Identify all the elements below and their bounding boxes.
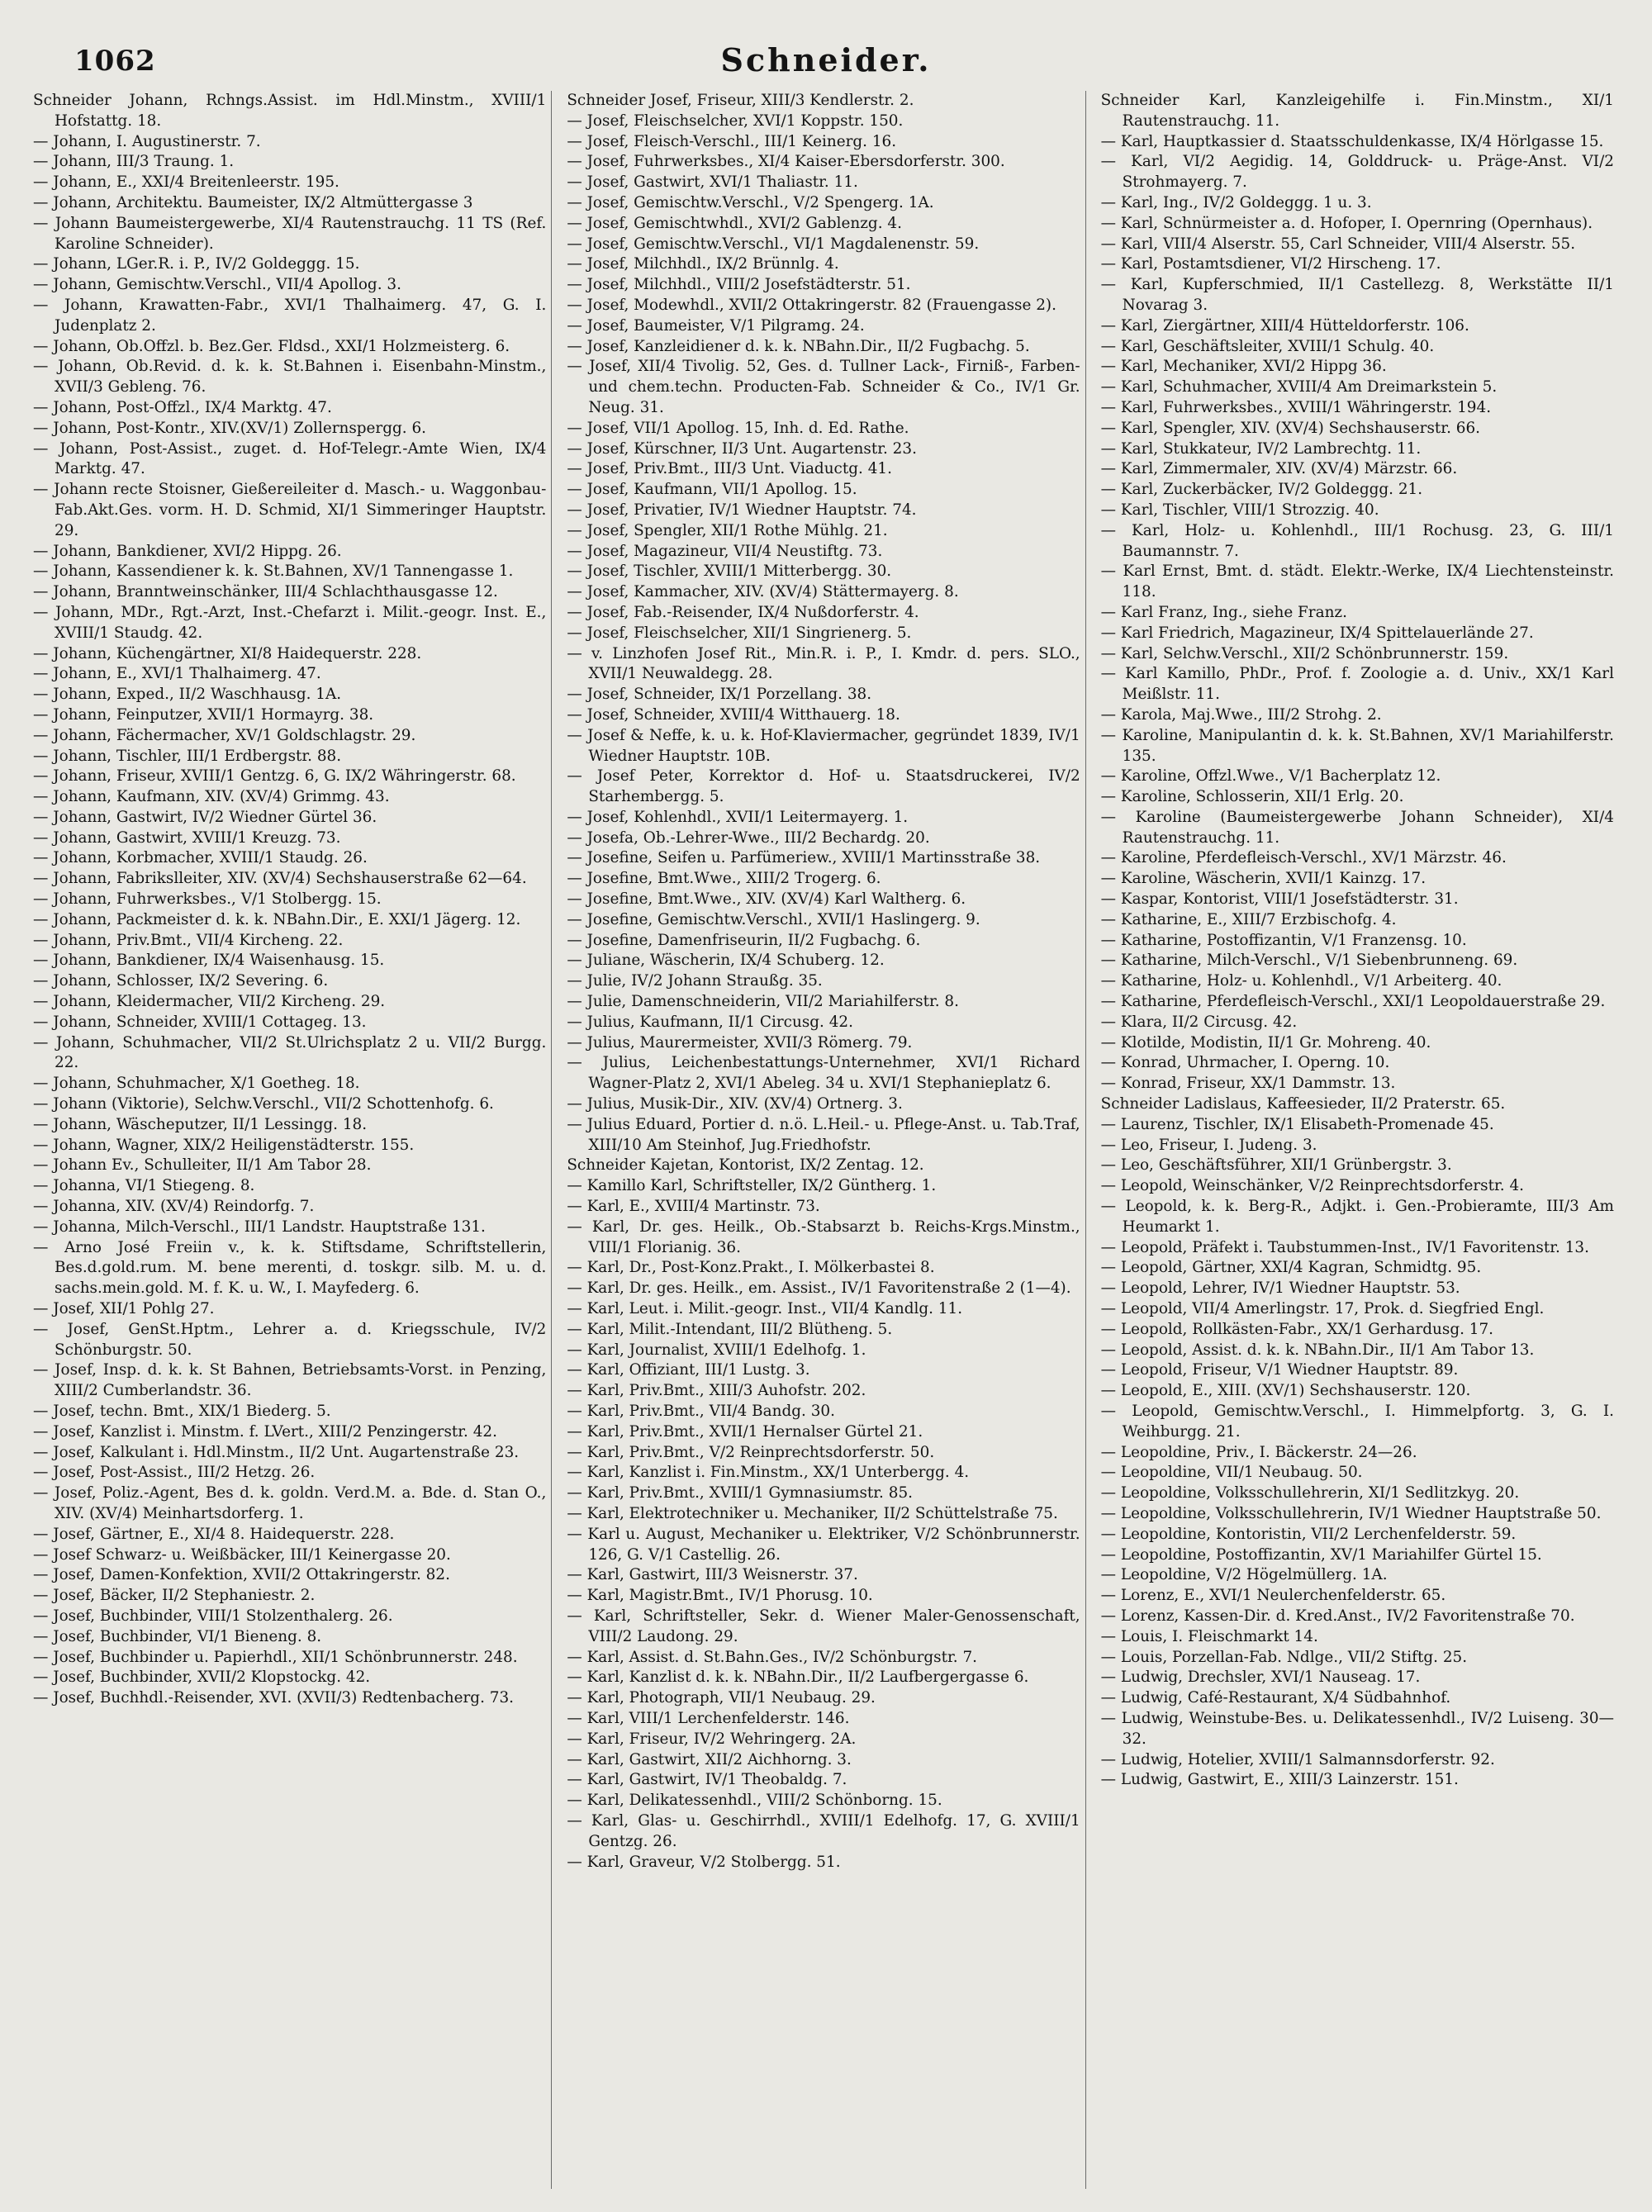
- directory-entry: — Karl, Tischler, VIII/1 Strozzig. 40.: [1100, 501, 1379, 519]
- directory-entry: — Josef, Fleisch-Verschl., III/1 Keinerg. 16.: [567, 132, 897, 150]
- directory-entry: — Johann, Gemischtw.Verschl., VII/4 Apollog. 3.: [33, 276, 401, 294]
- directory-entry: — Karl, Schuhmacher, XVIII/4 Am Dreimarkstein 5.: [1100, 378, 1498, 396]
- directory-entry: — Karl, Postamtsdiener, VI/2 Hirscheng. 17.: [1100, 255, 1441, 273]
- directory-entry: — Johann, MDr., Rgt.-Arzt, Inst.-Chefarzt i. Milit.-geogr. Inst. E., XVIII/1 Staudg. 42.: [33, 603, 547, 642]
- directory-entry: — Johann, Feinputzer, XVII/1 Hormayrg. 38.: [33, 705, 374, 724]
- directory-entry: — Josefine, Gemischtw.Verschl., XVII/1 Haslingerg. 9.: [567, 910, 980, 928]
- directory-entry: — Johann, Schlosser, IX/2 Severing. 6.: [33, 972, 329, 990]
- directory-entry: — Johann, Schuhmacher, X/1 Goetheg. 18.: [33, 1075, 360, 1093]
- directory-entry: — Johann, Wäscheputzer, II/1 Lessingg. 18.: [33, 1115, 368, 1133]
- directory-entry: — Karl, Gastwirt, XII/2 Aichhorng. 3.: [567, 1750, 852, 1768]
- directory-entry: — Leopold, Assist. d. k. k. NBahn.Dir., II/1 Am Tabor 13.: [1100, 1341, 1535, 1359]
- directory-entry: — Kamillo Karl, Schriftsteller, IX/2 Güntherg. 1.: [567, 1177, 937, 1195]
- directory-entry: — Julie, IV/2 Johann Straußg. 35.: [567, 972, 823, 990]
- directory-entry: — Karl, VIII/4 Alserstr. 55, Carl Schneider, VIII/4 Alserstr. 55.: [1100, 235, 1576, 253]
- directory-entry: — Karl, VI/2 Aegidig. 14, Golddruck- u. Präge-Anst. VI/2 Strohmayerg. 7.: [1100, 153, 1614, 192]
- directory-entry: — Karl Friedrich, Magazineur, IX/4 Spittelauerlände 27.: [1100, 624, 1534, 642]
- directory-entry: — Karl, Journalist, XVIII/1 Edelhofg. 1.: [567, 1341, 866, 1359]
- directory-entry: — Johann, Post-Assist., zuget. d. Hof-Telegr.-Amte Wien, IX/4 Marktg. 47.: [33, 439, 547, 478]
- directory-entry: — Karl, Fuhrwerksbes., XVIII/1 Währingerstr. 194.: [1100, 398, 1492, 416]
- directory-entry: — Josefine, Seifen u. Parfümeriew., XVIII/1 Martinsstraße 38.: [567, 849, 1041, 867]
- directory-entry: — Konrad, Uhrmacher, I. Operng. 10.: [1100, 1054, 1390, 1072]
- directory-entry: — Josef, Gemischtwhdl., XVI/2 Gablenzg. 4.: [567, 214, 902, 232]
- column-right: [1101, 91, 1619, 2189]
- directory-entry: — Ludwig, Hotelier, XVIII/1 Salmannsdorferstr. 92.: [1100, 1750, 1495, 1768]
- directory-entry: — Josefa, Ob.-Lehrer-Wwe., III/2 Bechardg. 20.: [567, 828, 930, 847]
- directory-entry: — Leopold, Gemischtw.Verschl., I. Himmelpfortg. 3, G. I. Weihburgg. 21.: [1100, 1403, 1614, 1441]
- directory-entry: — Leopoldine, Postoffizantin, XV/1 Mariahilfer Gürtel 15.: [1100, 1545, 1542, 1564]
- directory-entry: — Karl, Graveur, V/2 Stolbergg. 51.: [567, 1853, 841, 1871]
- directory-entry: — Karl, Schriftsteller, Sekr. d. Wiener Maler-Genossenschaft, VIII/2 Laudong. 29.: [567, 1607, 1080, 1645]
- directory-entry: — Josef & Neffe, k. u. k. Hof-Klaviermacher, gegründet 1839, IV/1 Wiedner Hauptstr. 10B.: [567, 726, 1080, 765]
- directory-entry: — Johann, Ob.Revid. d. k. k. St.Bahnen i. Eisenbahn-Minstm., XVII/3 Gebleng. 76.: [33, 358, 547, 396]
- directory-entry: — Josef, Gemischtw.Verschl., V/2 Spengerg. 1A.: [567, 193, 934, 211]
- directory-entry: — Karl, Dr., Post-Konz.Prakt., I. Mölkerbastei 8.: [567, 1259, 935, 1277]
- directory-entry: — Johann, Gastwirt, IV/2 Wiedner Gürtel 36.: [33, 808, 377, 826]
- directory-entry: — Juliane, Wäscherin, IX/4 Schuberg. 12.: [567, 952, 885, 970]
- column-left: [33, 91, 552, 2189]
- directory-entry: — Johanna, VI/1 Stiegeng. 8.: [33, 1177, 255, 1195]
- directory-entry: — Josef, Magazineur, VII/4 Neustiftg. 73.: [567, 542, 883, 560]
- directory-entry: — Karoline (Baumeistergewerbe Johann Schneider), XI/4 Rautenstrauchg. 11.: [1100, 808, 1614, 847]
- directory-entry: Schneider Josef, Friseur, XIII/3 Kendlerstr. 2.: [567, 92, 914, 109]
- directory-entry: — Josef, Poliz.-Agent, Bes d. k. goldn. Verd.M. a. Bde. d. Stan O., XIV. (XV/4) Meinhartsdorferg. 1.: [33, 1484, 547, 1522]
- directory-entry: — Karola, Maj.Wwe., III/2 Strohg. 2.: [1100, 705, 1382, 724]
- directory-entry: — Karl, Delikatessenhdl., VIII/2 Schönborng. 15.: [567, 1792, 942, 1810]
- directory-entry: — Ludwig, Weinstube-Bes. u. Delikatessenhdl., IV/2 Luiseng. 30—32.: [1100, 1709, 1614, 1748]
- directory-entry: — Josef, Privatier, IV/1 Wiedner Hauptstr. 74.: [567, 501, 917, 519]
- directory-entry: — Josef, Fuhrwerksbes., XI/4 Kaiser-Ebersdorferstr. 300.: [567, 153, 1005, 171]
- directory-entry: — Louis, I. Fleischmarkt 14.: [1100, 1627, 1318, 1645]
- directory-entry: — Leopold, Präfekt i. Taubstummen-Inst., IV/1 Favoritenstr. 13.: [1100, 1238, 1589, 1256]
- directory-entry: — Johann, Kassendiener k. k. St.Bahnen, XV/1 Tannengasse 1.: [33, 562, 514, 581]
- directory-entry: Schneider Karl, Kanzleigehilfe i. Fin.Minstm., XI/1 Rautenstrauchg. 11.: [1100, 92, 1614, 130]
- directory-entry: — Karl, Priv.Bmt., XIII/3 Auhofstr. 202.: [567, 1382, 866, 1400]
- directory-entry: Schneider Kajetan, Kontorist, IX/2 Zentag. 12.: [567, 1156, 924, 1175]
- directory-entry: — Johann, Ob.Offzl. b. Bez.Ger. Fldsd., XXI/1 Holzmeisterg. 6.: [33, 337, 510, 355]
- directory-entry: — Leopoldine, VII/1 Neubaug. 50.: [1100, 1464, 1363, 1482]
- directory-entry: — Josef, Insp. d. k. k. St Bahnen, Betriebsamts-Vorst. in Penzing, XIII/2 Cumberlandstr. 36.: [33, 1361, 547, 1400]
- directory-entry: — Karl, Priv.Bmt., VII/4 Bandg. 30.: [567, 1403, 835, 1420]
- directory-entry: — Leo, Friseur, I. Judeng. 3.: [1100, 1136, 1317, 1154]
- page-number: 1062: [74, 45, 156, 78]
- directory-entry: — v. Linzhofen Josef Rit., Min.R. i. P., I. Kmdr. d. pers. SLO., XVII/1 Neuwaldegg. 28.: [567, 644, 1080, 683]
- directory-entry: — Karl, Assist. d. St.Bahn.Ges., IV/2 Schönburgstr. 7.: [567, 1648, 978, 1666]
- directory-entry: — Josef, Fleischselcher, XVI/1 Koppstr. 150.: [567, 112, 904, 130]
- directory-entry: — Leopold, Lehrer, IV/1 Wiedner Hauptstr. 53.: [1100, 1279, 1460, 1298]
- directory-entry: — Katharine, Holz- u. Kohlenhdl., V/1 Arbeiterg. 40.: [1100, 972, 1502, 990]
- directory-entry: — Johann, III/3 Traung. 1.: [33, 153, 235, 171]
- directory-entry: — Johann, Kaufmann, XIV. (XV/4) Grimmg. 43.: [33, 788, 390, 806]
- directory-entry: — Julius, Leichenbestattungs-Unternehmer, XVI/1 Richard Wagner-Platz 2, XVI/1 Abeleg. 34 u. XVI/1 Stephanieplatz 6.: [567, 1054, 1080, 1093]
- directory-entry: — Johanna, XIV. (XV/4) Reindorfg. 7.: [33, 1198, 315, 1216]
- directory-entry: — Julius, Maurermeister, XVII/3 Römerg. 79.: [567, 1033, 913, 1051]
- directory-entry: — Johann, Schneider, XVIII/1 Cottageg. 13.: [33, 1013, 367, 1031]
- directory-entry: — Karl, Selchw.Verschl., XII/2 Schönbrunnerstr. 159.: [1100, 644, 1509, 662]
- directory-entry: — Josef, Buchbinder, VIII/1 Stolzenthalerg. 26.: [33, 1607, 393, 1625]
- directory-entry: — Josef, Buchbinder, VI/1 Bieneng. 8.: [33, 1627, 322, 1645]
- page-header: [33, 40, 1619, 91]
- directory-entry: — Konrad, Friseur, XX/1 Dammstr. 13.: [1100, 1075, 1396, 1093]
- directory-entry: — Josef, Tischler, XVIII/1 Mitterbergg. 30.: [567, 562, 892, 581]
- directory-entry: — Josef, Kammacher, XIV. (XV/4) Stättermayerg. 8.: [567, 583, 959, 601]
- directory-entry: — Johann, Branntweinschänker, III/4 Schlachthausgasse 12.: [33, 583, 498, 601]
- directory-entry: — Karl, Gastwirt, IV/1 Theobaldg. 7.: [567, 1771, 847, 1789]
- directory-entry: — Karl, Zuckerbäcker, IV/2 Goldeggg. 21.: [1100, 481, 1423, 499]
- directory-entry: — Leopold, VII/4 Amerlingstr. 17, Prok. d. Siegfried Engl.: [1100, 1300, 1545, 1318]
- directory-entry: — Karl, Dr. ges. Heilk., em. Assist., IV/1 Favoritenstraße 2 (1—4).: [567, 1279, 1071, 1298]
- directory-entry: — Louis, Porzellan-Fab. Ndlge., VII/2 Stiftg. 25.: [1100, 1648, 1468, 1666]
- columns-container: [33, 91, 1619, 2189]
- directory-entry: — Johann, Post-Offzl., IX/4 Marktg. 47.: [33, 398, 332, 416]
- directory-entry: — Karl, Priv.Bmt., XVIII/1 Gymnasiumstr. 85.: [567, 1484, 913, 1502]
- directory-entry: — Lorenz, E., XVI/1 Neulerchenfelderstr. 65.: [1100, 1587, 1446, 1605]
- directory-entry: — Klara, II/2 Circusg. 42.: [1100, 1013, 1298, 1031]
- directory-entry: — Johann, Tischler, III/1 Erdbergstr. 88.: [33, 747, 342, 765]
- directory-entry: — Leo, Geschäftsführer, XII/1 Grünbergstr. 3.: [1100, 1156, 1452, 1175]
- directory-entry: — Klotilde, Modistin, II/1 Gr. Mohreng. 40.: [1100, 1033, 1431, 1051]
- directory-entry: — Johann, Fächermacher, XV/1 Goldschlagstr. 29.: [33, 726, 416, 744]
- directory-entry: — Karl, Stukkateur, IV/2 Lambrechtg. 11.: [1100, 439, 1422, 458]
- directory-entry: — Julie, Damenschneiderin, VII/2 Mariahilferstr. 8.: [567, 993, 959, 1011]
- directory-entry: — Karl, Ing., IV/2 Goldeggg. 1 u. 3.: [1100, 193, 1372, 211]
- directory-entry: — Karl, Schnürmeister a. d. Hofoper, I. Opernring (Opernhaus).: [1100, 214, 1593, 232]
- directory-entry: — Josef, Damen-Konfektion, XVII/2 Ottakringerstr. 82.: [33, 1566, 450, 1584]
- directory-entry: — Karl, Priv.Bmt., V/2 Reinprechtsdorferstr. 50.: [567, 1443, 935, 1461]
- directory-entry: — Johann, Architektu. Baumeister, IX/2 Altmüttergasse 3: [33, 193, 473, 211]
- directory-entry: — Karoline, Schlosserin, XII/1 Erlg. 20.: [1100, 788, 1404, 806]
- directory-entry: — Johann, Fabrikslleiter, XIV. (XV/4) Sechshauserstraße 62—64.: [33, 870, 527, 888]
- directory-entry: — Karl, Geschäftsleiter, XVIII/1 Schulg. 40.: [1100, 337, 1435, 355]
- directory-entry: — Josef, GenSt.Hptm., Lehrer a. d. Kriegsschule, IV/2 Schönburgstr. 50.: [33, 1320, 547, 1359]
- directory-entry: — Johann, Kleidermacher, VII/2 Kircheng. 29.: [33, 993, 386, 1011]
- directory-entry: — Josefine, Bmt.Wwe., XIII/2 Trogerg. 6.: [567, 870, 881, 888]
- directory-entry: — Josef, Gärtner, E., XI/4 8. Haidequerstr. 228.: [33, 1525, 395, 1543]
- directory-entry: — Karoline, Offzl.Wwe., V/1 Bacherplatz 12.: [1100, 767, 1441, 786]
- directory-entry: — Ludwig, Drechsler, XVI/1 Nauseag. 17.: [1100, 1668, 1421, 1687]
- directory-entry: — Johann, I. Augustinerstr. 7.: [33, 132, 261, 150]
- directory-entry: — Josef, Buchbinder, XVII/2 Klopstockg. 42.: [33, 1668, 371, 1687]
- directory-entry: — Johann (Viktorie), Selchw.Verschl., VII/2 Schottenhofg. 6.: [33, 1095, 494, 1113]
- directory-entry: — Katharine, Postoffizantin, V/1 Franzensg. 10.: [1100, 931, 1467, 949]
- directory-entry: — Leopoldine, Volksschullehrerin, IV/1 Wiedner Hauptstraße 50.: [1100, 1504, 1602, 1522]
- directory-entry: — Johann, Priv.Bmt., VII/4 Kircheng. 22.: [33, 931, 344, 949]
- directory-entry: — Josef, Baumeister, V/1 Pilgramg. 24.: [567, 316, 865, 335]
- directory-entry: — Johann, Wagner, XIX/2 Heiligenstädterstr. 155.: [33, 1136, 415, 1154]
- directory-entry: — Josef, XII/1 Pohlg 27.: [33, 1300, 215, 1318]
- directory-entry: — Leopold, Gärtner, XXI/4 Kagran, Schmidtg. 95.: [1100, 1259, 1482, 1277]
- directory-entry: — Leopoldine, Priv., I. Bäckerstr. 24—26.: [1100, 1443, 1417, 1461]
- directory-entry: — Josef, Gemischtw.Verschl., VI/1 Magdalenenstr. 59.: [567, 235, 980, 253]
- directory-entry: — Josef, Bäcker, II/2 Stephaniestr. 2.: [33, 1587, 316, 1605]
- directory-entry: — Josef, techn. Bmt., XIX/1 Biederg. 5.: [33, 1403, 331, 1420]
- directory-entry: — Karl, Mechaniker, XVI/2 Hippg 36.: [1100, 358, 1387, 376]
- directory-entry: — Josef, Fab.-Reisender, IX/4 Nußdorferstr. 4.: [567, 603, 919, 621]
- directory-entry: — Karl, Milit.-Intendant, III/2 Blütheng. 5.: [567, 1320, 893, 1338]
- directory-entry: — Johanna, Milch-Verschl., III/1 Landstr. Hauptstraße 131.: [33, 1218, 486, 1236]
- directory-entry: — Karl, Kupferschmied, II/1 Castellezg. 8, Werkstätte II/1 Novarag 3.: [1100, 276, 1614, 314]
- directory-entry: — Karl, Kanzlist d. k. k. NBahn.Dir., II/2 Laufbergergasse 6.: [567, 1668, 1029, 1687]
- directory-entry: — Karl Franz, Ing., siehe Franz.: [1100, 603, 1347, 621]
- directory-entry: — Julius, Kaufmann, II/1 Circusg. 42.: [567, 1013, 853, 1031]
- directory-entry: — Karl, Kanzlist i. Fin.Minstm., XX/1 Unterbergg. 4.: [567, 1464, 970, 1482]
- directory-entry: — Johann Baumeistergewerbe, XI/4 Rautenstrauchg. 11 TS (Ref. Karoline Schneider).: [33, 214, 547, 253]
- directory-entry: — Johann, Fuhrwerksbes., V/1 Stolbergg. 15.: [33, 890, 382, 909]
- directory-entry: — Karl, Spengler, XIV. (XV/4) Sechshauserstr. 66.: [1100, 419, 1481, 437]
- directory-entry: — Johann, Friseur, XVIII/1 Gentzg. 6, G. IX/2 Währingerstr. 68.: [33, 767, 516, 786]
- directory-entry: Schneider Ladislaus, Kaffeesieder, II/2 Praterstr. 65.: [1100, 1095, 1506, 1113]
- directory-entry: — Johann, E., XVI/1 Thalhaimerg. 47.: [33, 665, 321, 683]
- running-head: Schneider.: [720, 41, 932, 78]
- directory-entry: — Johann, Bankdiener, IX/4 Waisenhausg. 15.: [33, 952, 385, 970]
- directory-entry: — Karl, Priv.Bmt., XVII/1 Hernalser Gürtel 21.: [567, 1422, 923, 1441]
- directory-entry: — Karoline, Manipulantin d. k. k. St.Bahnen, XV/1 Mariahilferstr. 135.: [1100, 726, 1614, 765]
- directory-entry: — Karl, VIII/1 Lerchenfelderstr. 146.: [567, 1709, 850, 1727]
- directory-entry: — Josef, Gastwirt, XVI/1 Thaliastr. 11.: [567, 173, 858, 192]
- directory-entry: — Johann, Krawatten-Fabr., XVI/1 Thalhaimerg. 47, G. I. Judenplatz 2.: [33, 296, 547, 335]
- directory-entry: — Josefine, Bmt.Wwe., XIV. (XV/4) Karl Waltherg. 6.: [567, 890, 966, 909]
- directory-entry: — Julius Eduard, Portier d. n.ö. L.Heil.- u. Pflege-Anst. u. Tab.Traf, XIII/10 Am Steinhof, Jug.Friedhofstr.: [567, 1115, 1080, 1154]
- directory-entry: — Josef, Kanzleidiener d. k. k. NBahn.Dir., II/2 Fugbachg. 5.: [567, 337, 1030, 355]
- directory-entry: — Johann, Bankdiener, XVI/2 Hippg. 26.: [33, 542, 342, 560]
- directory-entry: — Arno José Freiin v., k. k. Stiftsdame, Schriftstellerin, Bes.d.gold.rum. M. bene merenti, d. toskgr. silb. M. u. d. sachs.mein.gold. M. f. K. u. W., I. Mayfederg. 6.: [33, 1238, 547, 1298]
- directory-entry: — Laurenz, Tischler, IX/1 Elisabeth-Promenade 45.: [1100, 1115, 1494, 1133]
- directory-entry: — Karl Ernst, Bmt. d. städt. Elektr.-Werke, IX/4 Liechtensteinstr. 118.: [1100, 562, 1614, 601]
- directory-entry: — Karl, Offiziant, III/1 Lustg. 3.: [567, 1361, 810, 1379]
- directory-entry: — Josef, Kalkulant i. Hdl.Minstm., II/2 Unt. Augartenstraße 23.: [33, 1443, 520, 1461]
- directory-entry: — Josef, Kohlenhdl., XVII/1 Leitermayerg. 1.: [567, 808, 909, 826]
- directory-entry: — Karl, Elektrotechniker u. Mechaniker, II/2 Schüttelstraße 75.: [567, 1504, 1058, 1522]
- directory-entry: — Ludwig, Gastwirt, E., XIII/3 Lainzerstr. 151.: [1100, 1771, 1459, 1789]
- directory-entry: — Josef, Milchhdl., VIII/2 Josefstädterstr. 51.: [567, 276, 911, 294]
- directory-entry: — Katharine, E., XIII/7 Erzbischofg. 4.: [1100, 910, 1397, 928]
- directory-entry: — Josef, Spengler, XII/1 Rothe Mühlg. 21.: [567, 521, 888, 539]
- directory-entry: — Johann, Gastwirt, XVIII/1 Kreuzg. 73.: [33, 828, 341, 847]
- directory-entry: — Josef, Post-Assist., III/2 Hetzg. 26.: [33, 1464, 316, 1482]
- directory-entry: — Josef, Kürschner, II/3 Unt. Augartenstr. 23.: [567, 439, 917, 458]
- directory-entry: — Leopold, Weinschänker, V/2 Reinprechtsdorferstr. 4.: [1100, 1177, 1524, 1195]
- directory-entry: — Leopold, Friseur, V/1 Wiedner Hauptstr. 89.: [1100, 1361, 1459, 1379]
- directory-entry: — Kaspar, Kontorist, VIII/1 Josefstädterstr. 31.: [1100, 890, 1459, 909]
- directory-entry: — Josef, Schneider, IX/1 Porzellang. 38.: [567, 686, 872, 704]
- directory-entry: — Karl, Hauptkassier d. Staatsschuldenkasse, IX/4 Hörlgasse 15.: [1100, 132, 1604, 150]
- directory-entry: — Karl, Ziergärtner, XIII/4 Hütteldorferstr. 106.: [1100, 316, 1469, 335]
- directory-entry: — Karl, Gastwirt, III/3 Weisnerstr. 37.: [567, 1566, 858, 1584]
- directory-entry: — Katharine, Pferdefleisch-Verschl., XXI/1 Leopoldauerstraße 29.: [1100, 993, 1606, 1011]
- directory-entry: — Karl, Friseur, IV/2 Wehringerg. 2A.: [567, 1730, 857, 1748]
- directory-entry: — Johann, Schuhmacher, VII/2 St.Ulrichsplatz 2 u. VII/2 Burgg. 22.: [33, 1033, 547, 1072]
- directory-entry: — Josef, Kanzlist i. Minstm. f. LVert., XIII/2 Penzingerstr. 42.: [33, 1422, 497, 1441]
- directory-entry: — Karl, Zimmermaler, XIV. (XV/4) Märzstr. 66.: [1100, 460, 1458, 478]
- directory-entry: — Lorenz, Kassen-Dir. d. Kred.Anst., IV/2 Favoritenstraße 70.: [1100, 1607, 1575, 1625]
- directory-entry: Schneider Johann, Rchngs.Assist. im Hdl.Minstm., XVIII/1 Hofstattg. 18.: [33, 92, 547, 130]
- directory-entry: — Josef, Buchbinder u. Papierhdl., XII/1 Schönbrunnerstr. 248.: [33, 1648, 518, 1666]
- directory-entry: — Josef, Buchhdl.-Reisender, XVI. (XVII/3) Redtenbacherg. 73.: [33, 1689, 515, 1707]
- directory-entry: — Leopoldine, Volksschullehrerin, XI/1 Sedlitzkyg. 20.: [1100, 1484, 1520, 1502]
- directory-entry: — Katharine, Milch-Verschl., V/1 Siebenbrunneng. 69.: [1100, 952, 1518, 970]
- directory-entry: — Josef, Modewhdl., XVII/2 Ottakringerstr. 82 (Frauengasse 2).: [567, 296, 1056, 314]
- directory-entry: — Johann, Post-Kontr., XIV.(XV/1) Zollernspergg. 6.: [33, 419, 427, 437]
- directory-entry: — Karl, E., XVIII/4 Martinstr. 73.: [567, 1198, 820, 1216]
- directory-entry: — Karl, Leut. i. Milit.-geogr. Inst., VII/4 Kandlg. 11.: [567, 1300, 963, 1318]
- directory-entry: — Ludwig, Café-Restaurant, X/4 Südbahnhof.: [1100, 1689, 1451, 1707]
- directory-entry: — Leopoldine, Kontoristin, VII/2 Lerchenfelderstr. 59.: [1100, 1525, 1517, 1543]
- directory-entry: — Karoline, Pferdefleisch-Verschl., XV/1 Märzstr. 46.: [1100, 849, 1507, 867]
- directory-entry: — Josef Peter, Korrektor d. Hof- u. Staatsdruckerei, IV/2 Starhembergg. 5.: [567, 767, 1080, 806]
- directory-entry: — Karl Kamillo, PhDr., Prof. f. Zoologie a. d. Univ., XX/1 Karl Meißlstr. 11.: [1100, 665, 1614, 704]
- directory-entry: — Josef, Fleischselcher, XII/1 Singrienerg. 5.: [567, 624, 912, 642]
- directory-entry: — Josef, VII/1 Apollog. 15, Inh. d. Ed. Rathe.: [567, 419, 909, 437]
- directory-entry: — Johann, Küchengärtner, XI/8 Haidequerstr. 228.: [33, 644, 422, 662]
- directory-entry: — Leopold, Rollkästen-Fabr., XX/1 Gerhardusg. 17.: [1100, 1320, 1494, 1338]
- directory-entry: — Josef, Priv.Bmt., III/3 Unt. Viaductg. 41.: [567, 460, 892, 478]
- directory-entry: — Johann, Korbmacher, XVIII/1 Staudg. 26.: [33, 849, 368, 867]
- directory-entry: — Karl, Holz- u. Kohlenhdl., III/1 Rochusg. 23, G. III/1 Baumannstr. 7.: [1100, 521, 1614, 560]
- directory-entry: — Julius, Musik-Dir., XIV. (XV/4) Ortnerg. 3.: [567, 1095, 903, 1113]
- directory-entry: — Johann, Packmeister d. k. k. NBahn.Dir., E. XXI/1 Jägerg. 12.: [33, 910, 521, 928]
- directory-entry: — Leopoldine, V/2 Högelmüllerg. 1A.: [1100, 1566, 1388, 1584]
- directory-entry: — Leopold, k. k. Berg-R., Adjkt. i. Gen.-Probieramte, III/3 Am Heumarkt 1.: [1100, 1198, 1614, 1236]
- directory-entry: — Josef Schwarz- u. Weißbäcker, III/1 Keinergasse 20.: [33, 1545, 451, 1564]
- directory-entry: — Johann Ev., Schulleiter, II/1 Am Tabor 28.: [33, 1156, 372, 1175]
- directory-entry: — Johann, E., XXI/4 Breitenleerstr. 195.: [33, 173, 339, 192]
- directory-entry: — Karoline, Wäscherin, XVII/1 Kainzg. 17.: [1100, 870, 1427, 888]
- directory-entry: — Johann, Exped., II/2 Waschhausg. 1A.: [33, 686, 342, 704]
- directory-entry: — Johann, LGer.R. i. P., IV/2 Goldeggg. 15.: [33, 255, 360, 273]
- directory-entry: — Karl, Photograph, VII/1 Neubaug. 29.: [567, 1689, 876, 1707]
- column-middle: [567, 91, 1085, 2189]
- directory-entry: — Johann recte Stoisner, Gießereileiter d. Masch.- u. Waggonbau-Fab.Akt.Ges. vorm. H. D. Schmid, XI/1 Simmeringer Hauptstr. 29.: [33, 481, 547, 539]
- directory-entry: — Josef, Kaufmann, VII/1 Apollog. 15.: [567, 481, 857, 499]
- directory-entry: — Karl u. August, Mechaniker u. Elektriker, V/2 Schönbrunnerstr. 126, G. V/1 Castellig. 26.: [567, 1525, 1080, 1564]
- directory-entry: — Karl, Dr. ges. Heilk., Ob.-Stabsarzt b. Reichs-Krgs.Minstm., VIII/1 Florianig. 36.: [567, 1218, 1080, 1256]
- directory-entry: — Josef, Schneider, XVIII/4 Witthauerg. 18.: [567, 705, 900, 724]
- directory-entry: — Karl, Magistr.Bmt., IV/1 Phorusg. 10.: [567, 1587, 873, 1605]
- directory-entry: — Josef, XII/4 Tivolig. 52, Ges. d. Tullner Lack-, Firniß-, Farben- und chem.techn. Producten-Fab. Schneider & Co., IV/1 Gr. Neug. 31.: [567, 358, 1080, 416]
- directory-entry: — Josefine, Damenfriseurin, II/2 Fugbachg. 6.: [567, 931, 921, 949]
- directory-entry: — Leopold, E., XIII. (XV/1) Sechshauserstr. 120.: [1100, 1382, 1471, 1400]
- directory-entry: — Karl, Glas- u. Geschirrhdl., XVIII/1 Edelhofg. 17, G. XVIII/1 Gentzg. 26.: [567, 1811, 1080, 1850]
- directory-entry: — Josef, Milchhdl., IX/2 Brünnlg. 4.: [567, 255, 839, 273]
